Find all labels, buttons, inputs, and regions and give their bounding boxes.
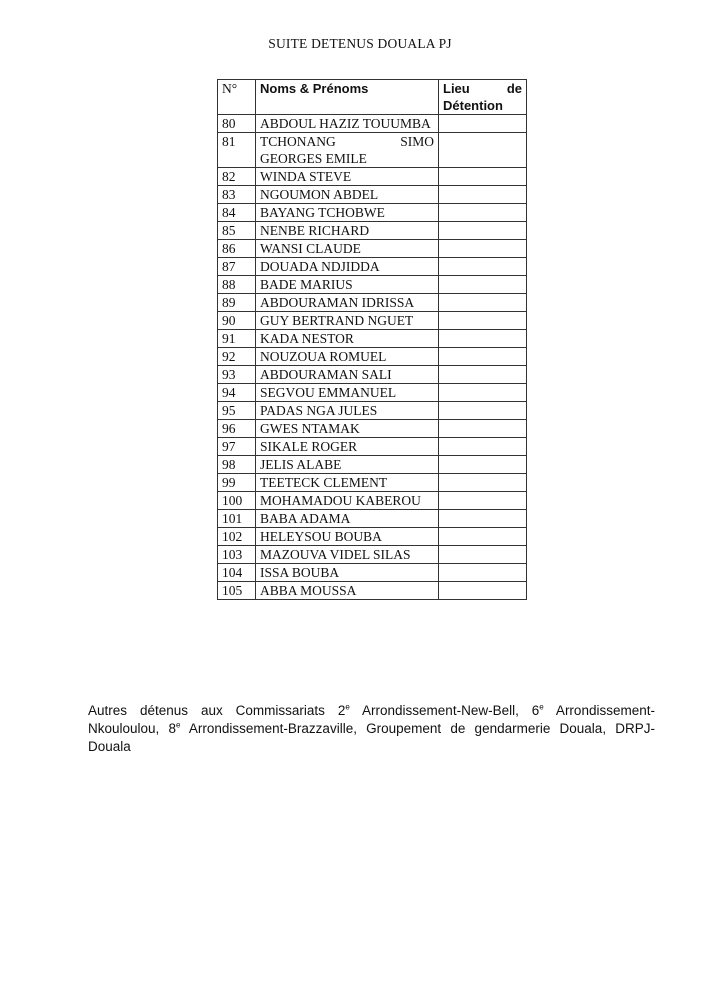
table-row [218, 222, 527, 240]
row-place [439, 348, 527, 366]
row-name: ABDOUL HAZIZ TOUUMBA [256, 115, 439, 133]
row-number: 103 [218, 546, 256, 564]
row-number: 91 [218, 330, 256, 348]
row-name: SIKALE ROGER [256, 438, 439, 456]
table-row [218, 564, 527, 582]
table-row [218, 384, 527, 402]
footer-text-2: Arrondissement-New-Bell, 6 [349, 703, 540, 718]
row-place [439, 258, 527, 276]
row-place [439, 474, 527, 492]
row-place [439, 510, 527, 528]
row-number: 95 [218, 402, 256, 420]
footer-sup-3: e [176, 720, 181, 730]
row-number: 93 [218, 366, 256, 384]
table-row [218, 456, 527, 474]
footer-text-1: Autres détenus aux Commissariats 2 [88, 703, 346, 718]
page-title: SUITE DETENUS DOUALA PJ [268, 36, 452, 51]
row-name: GUY BERTRAND NGUET [256, 312, 439, 330]
header-place-word3: Détention [443, 98, 503, 113]
row-number: 97 [218, 438, 256, 456]
row-place [439, 133, 527, 168]
footer-sup-1: e [345, 702, 350, 712]
header-name: Noms & Prénoms [256, 80, 439, 115]
table-row [218, 402, 527, 420]
table-header-row [218, 80, 527, 115]
row-place [439, 186, 527, 204]
row-place [439, 564, 527, 582]
row-place [439, 438, 527, 456]
table-row [218, 510, 527, 528]
row-number: 89 [218, 294, 256, 312]
row-number: 86 [218, 240, 256, 258]
row-name: NENBE RICHARD [256, 222, 439, 240]
row-place [439, 528, 527, 546]
row-name: WINDA STEVE [256, 168, 439, 186]
table-row [218, 186, 527, 204]
row-number: 101 [218, 510, 256, 528]
row-place [439, 222, 527, 240]
table-row [218, 115, 527, 133]
footer-text-3: Arrondissement-Nkouloulou, 8 [88, 703, 655, 736]
table-row [218, 438, 527, 456]
row-number: 104 [218, 564, 256, 582]
row-place [439, 492, 527, 510]
row-place [439, 115, 527, 133]
row-number: 92 [218, 348, 256, 366]
row-name: MAZOUVA VIDEL SILAS [256, 546, 439, 564]
table-row [218, 528, 527, 546]
row-number: 82 [218, 168, 256, 186]
table-row [218, 240, 527, 258]
table-body [218, 115, 527, 600]
row-name: BABA ADAMA [256, 510, 439, 528]
row-number: 84 [218, 204, 256, 222]
row-number: 96 [218, 420, 256, 438]
table-row [218, 582, 527, 600]
row-name: SEGVOU EMMANUEL [256, 384, 439, 402]
row-place [439, 420, 527, 438]
row-place [439, 330, 527, 348]
row-place [439, 168, 527, 186]
row-name: WANSI CLAUDE [256, 240, 439, 258]
row-number: 85 [218, 222, 256, 240]
row-name: ISSA BOUBA [256, 564, 439, 582]
table-row [218, 133, 527, 168]
table-row [218, 312, 527, 330]
row-name: JELIS ALABE [256, 456, 439, 474]
table-row [218, 276, 527, 294]
row-place [439, 384, 527, 402]
row-number: 87 [218, 258, 256, 276]
row-place [439, 276, 527, 294]
row-number: 83 [218, 186, 256, 204]
row-place [439, 366, 527, 384]
row-number: 100 [218, 492, 256, 510]
row-name: ABDOURAMAN SALI [256, 366, 439, 384]
row-name: TEETECK CLEMENT [256, 474, 439, 492]
row-place [439, 456, 527, 474]
table-row [218, 366, 527, 384]
table-row [218, 204, 527, 222]
header-place-word1: Lieu [443, 81, 470, 96]
row-number: 102 [218, 528, 256, 546]
row-place [439, 546, 527, 564]
table-row [218, 294, 527, 312]
footer-note [88, 702, 655, 756]
row-name: TCHONANG SIMO GEORGES EMILE [256, 133, 439, 168]
row-number: 80 [218, 115, 256, 133]
row-name: PADAS NGA JULES [256, 402, 439, 420]
row-number: 98 [218, 456, 256, 474]
row-number: 81 [218, 133, 256, 168]
row-number: 99 [218, 474, 256, 492]
table-row [218, 546, 527, 564]
row-place [439, 204, 527, 222]
row-name: HELEYSOU BOUBA [256, 528, 439, 546]
table-row [218, 330, 527, 348]
table-row [218, 492, 527, 510]
footer-text-4: Arrondissement-Brazzaville, Groupement de gendarmerie Douala, DRPJ-Douala [88, 721, 655, 754]
header-place-word2: de [506, 81, 522, 96]
row-name: NOUZOUA ROMUEL [256, 348, 439, 366]
table-row [218, 474, 527, 492]
row-name: KADA NESTOR [256, 330, 439, 348]
footer-sup-2: e [539, 702, 544, 712]
table-row [218, 258, 527, 276]
row-number: 94 [218, 384, 256, 402]
row-place [439, 294, 527, 312]
row-place [439, 582, 527, 600]
row-number: 105 [218, 582, 256, 600]
table-row [218, 348, 527, 366]
row-name: ABBA MOUSSA [256, 582, 439, 600]
row-name: ABDOURAMAN IDRISSA [256, 294, 439, 312]
row-name: DOUADA NDJIDDA [256, 258, 439, 276]
header-number: N° [218, 80, 256, 115]
table-row [218, 420, 527, 438]
row-number: 88 [218, 276, 256, 294]
row-number: 90 [218, 312, 256, 330]
row-place [439, 312, 527, 330]
row-name: NGOUMON ABDEL [256, 186, 439, 204]
detainee-table [217, 79, 527, 600]
table-row [218, 168, 527, 186]
row-place [439, 402, 527, 420]
row-name: MOHAMADOU KABEROU [256, 492, 439, 510]
header-place [439, 80, 527, 115]
row-place [439, 240, 527, 258]
row-name: GWES NTAMAK [256, 420, 439, 438]
row-name: BAYANG TCHOBWE [256, 204, 439, 222]
row-name: BADE MARIUS [256, 276, 439, 294]
